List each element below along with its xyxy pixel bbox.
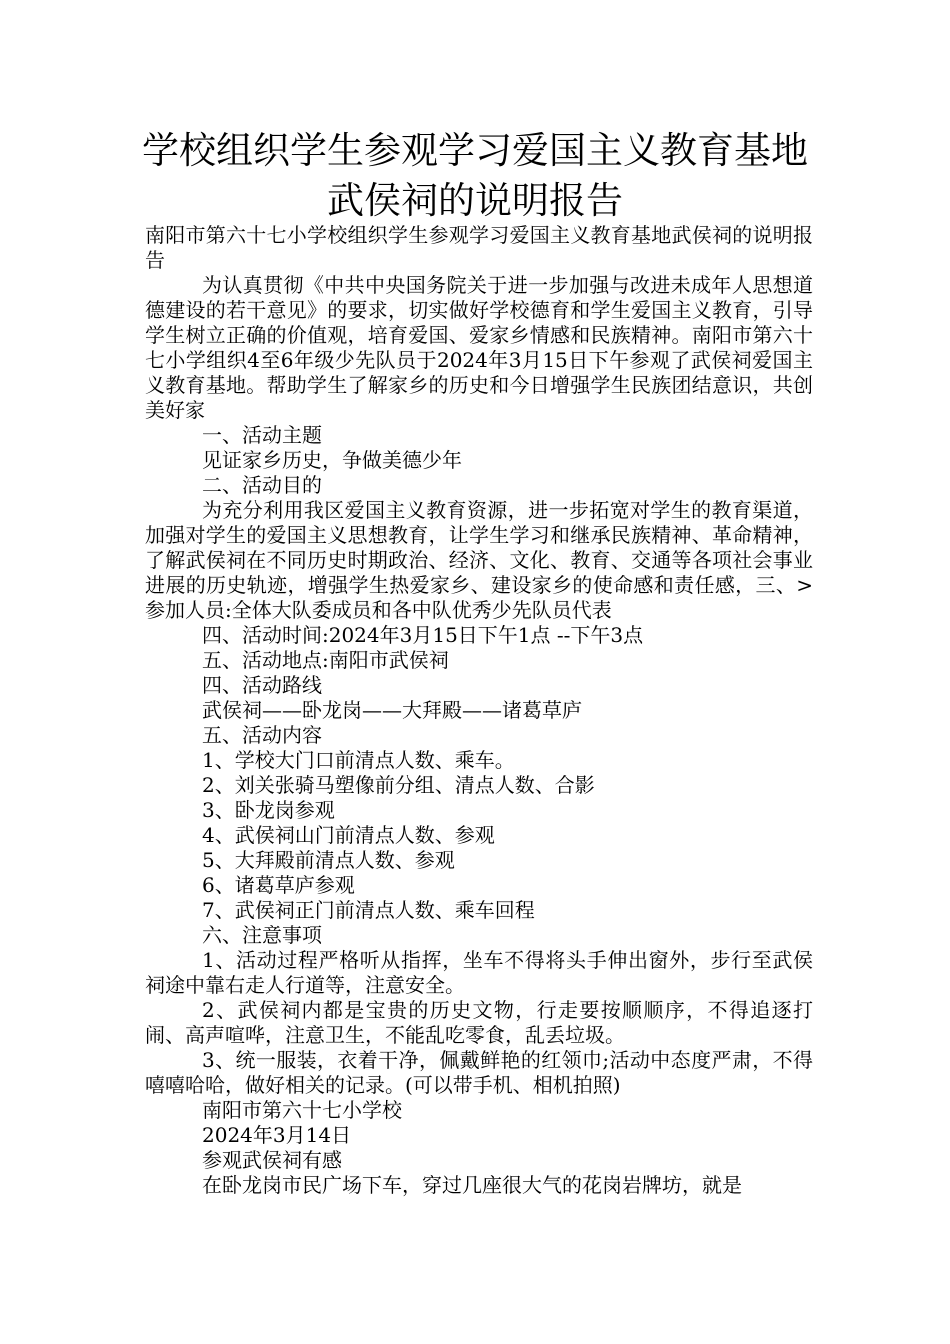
route-text: 武侯祠——卧龙岗——大拜殿——诸葛草庐 bbox=[202, 698, 582, 722]
content-item: 3、卧龙岗参观 bbox=[202, 798, 335, 822]
note-item: 2、武侯祠内都是宝贵的历史文物，行走要按顺顺序，不得追逐打闹、高声喧哗，注意卫生，不能乱吃零食，乱丢垃圾。 bbox=[145, 998, 813, 1047]
signature-date: 2024年3月14日 bbox=[202, 1123, 352, 1147]
note-item: 1、活动过程严格听从指挥，坐车不得将头手伸出窗外，步行至武侯祠途中靠右走人行道等，注意安全。 bbox=[145, 948, 813, 997]
signature-school: 南阳市第六十七小学校 bbox=[202, 1098, 402, 1122]
content-item: 7、武侯祠正门前清点人数、乘车回程 bbox=[202, 898, 535, 922]
content-item: 2、刘关张骑马塑像前分组、清点人数、合影 bbox=[202, 773, 595, 797]
document-body bbox=[145, 223, 813, 1198]
content-item: 6、诸葛草庐参观 bbox=[202, 873, 355, 897]
activity-location: 五、活动地点:南阳市武侯祠 bbox=[202, 648, 449, 672]
document-title-line-2: 武侯祠的说明报告 bbox=[327, 179, 623, 222]
section-heading-content: 五、活动内容 bbox=[202, 723, 322, 747]
essay-title: 参观武侯祠有感 bbox=[202, 1148, 342, 1172]
activity-time: 四、活动时间:2024年3月15日下午1点 --下午3点 bbox=[202, 623, 644, 647]
content-item: 1、学校大门口前清点人数、乘车。 bbox=[202, 748, 515, 772]
content-item: 5、大拜殿前清点人数、参观 bbox=[202, 848, 455, 872]
content-item: 4、武侯祠山门前清点人数、参观 bbox=[202, 823, 495, 847]
section-heading-route: 四、活动路线 bbox=[202, 673, 322, 697]
document-title-line-1: 学校组织学生参观学习爱国主义教育基地 bbox=[142, 129, 808, 172]
essay-paragraph: 在卧龙岗市民广场下车，穿过几座很大气的花岗岩牌坊，就是 bbox=[202, 1173, 742, 1197]
intro-paragraph: 为认真贯彻《中共中央国务院关于进一步加强与改进未成年人思想道德建设的若干意见》的要求，切实做好学校德育和学生爱国主义教育，引导学生树立正确的价值观，培育爱国、爱家乡情感和民族精神。南阳市第六十七小学组织4至6年级少先队员于2024年3月15日下午参观了武侯祠爱国主义教育基地。帮助学生了解家乡的历史和今日增强学生民族团结意识，共创美好家 bbox=[145, 273, 813, 422]
note-item: 3、统一服装，衣着干净，佩戴鲜艳的红领巾;活动中态度严肃，不得嘻嘻哈哈，做好相关的记录。(可以带手机、相机拍照) bbox=[145, 1048, 813, 1097]
section-heading-theme: 一、活动主题 bbox=[202, 423, 322, 447]
section-heading-notes: 六、注意事项 bbox=[202, 923, 322, 947]
section-heading-purpose: 二、活动目的 bbox=[202, 473, 322, 497]
purpose-paragraph: 为充分利用我区爱国主义教育资源，进一步拓宽对学生的教育渠道，加强对学生的爱国主义思想教育，让学生学习和继承民族精神、革命精神，了解武侯祠在不同历史时期政治、经济、文化、教育、交通等各项社会事业进展的历史轨迹，增强学生热爱家乡、建设家乡的使命感和责任感，三、>参加人员:全体大队委成员和各中队优秀少先队员代表 bbox=[145, 498, 813, 622]
theme-text: 见证家乡历史，争做美德少年 bbox=[202, 448, 462, 472]
report-heading-paragraph: 南阳市第六十七小学校组织学生参观学习爱国主义教育基地武侯祠的说明报告 bbox=[145, 223, 813, 272]
